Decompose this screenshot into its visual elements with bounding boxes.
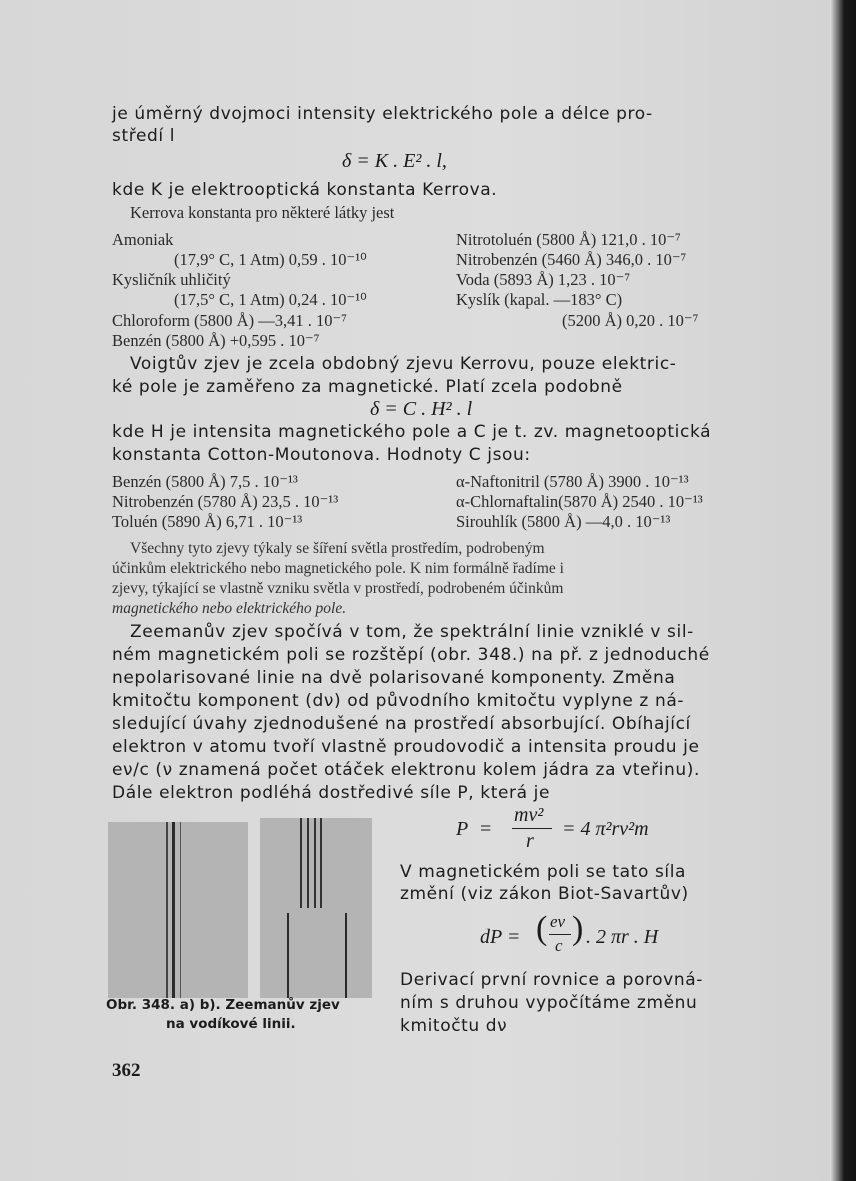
- equation-dp-lhs: dP =: [480, 926, 521, 948]
- text-line: Všechny tyto zjevy týkaly se šíření světla prostředím, podrobeným: [130, 540, 545, 557]
- text-line: Zeemanův zjev spočívá v tom, že spektrální linie vzniklé v sil-: [130, 622, 694, 642]
- equation-voigt: δ = C . H² . l: [370, 398, 473, 420]
- table-cell: (17,5° C, 1 Atm) 0,24 . 10⁻¹⁰: [174, 290, 367, 309]
- table-cell: (5200 Å) 0,20 . 10⁻⁷: [562, 311, 699, 330]
- text-line: Kerrova konstanta pro některé látky jest: [130, 203, 395, 222]
- text-line: středí l: [112, 126, 176, 146]
- page-edge-shadow: [830, 0, 856, 1181]
- text-line: zjevy, týkající se vlastně vzniku světla v prostředí, podrobeném účinkům: [112, 580, 564, 597]
- text-line: změní (viz zákon Biot-Savartův): [400, 884, 689, 904]
- paren-right: ): [572, 910, 584, 947]
- fraction-bar: [549, 934, 571, 935]
- table-cell: α-Naftonitril (5780 Å) 3900 . 10⁻¹³: [456, 472, 689, 491]
- table-cell: Voda (5893 Å) 1,23 . 10⁻⁷: [456, 270, 631, 289]
- text-line: magnetického nebo elektrického pole.: [112, 600, 347, 617]
- table-cell: Benzén (5800 Å) 7,5 . 10⁻¹³: [112, 472, 298, 491]
- fraction-bar: [512, 828, 552, 829]
- table-cell: Nitrobenzén (5780 Å) 23,5 . 10⁻¹³: [112, 492, 339, 511]
- text-line: kmitočtu komponent (dν) od původního kmitočtu vyplyne z ná-: [112, 691, 685, 711]
- table-cell: α-Chlornaftalin(5870 Å) 2540 . 10⁻¹³: [456, 492, 703, 511]
- equation-force-numerator: mv²: [514, 804, 544, 826]
- text-line: účinkům elektrického nebo magnetického pole. K nim formálně řadíme i: [112, 560, 564, 577]
- figure-caption: Obr. 348. a) b). Zeemanův zjev: [106, 997, 340, 1013]
- text-line: eν/c (ν znamená počet otáček elektronu kolem jádra za vteřinu).: [112, 760, 700, 780]
- text-line: je úměrný dvojmoci intensity elektrického pole a délce pro-: [112, 104, 653, 124]
- equation-force-denominator: r: [526, 830, 534, 852]
- text-line: konstanta Cotton-Moutonova. Hodnoty C jsou:: [112, 445, 531, 465]
- text-line: kde H je intensita magnetického pole a C je t. zv. magnetooptická: [112, 422, 712, 442]
- equation-kerr: δ = K . E² . l,: [342, 150, 447, 172]
- equation-force-lhs: P: [456, 818, 469, 840]
- table-cell: Kyslík (kapal. —183° C): [456, 290, 623, 309]
- text-line: Dále elektron podléhá dostředivé síle P, která je: [112, 783, 551, 803]
- table-cell: (17,9° C, 1 Atm) 0,59 . 10⁻¹⁰: [174, 250, 367, 269]
- spectrum-figure-b: [260, 818, 372, 998]
- text-line: Voigtův zjev je zcela obdobný zjevu Kerrovu, pouze elektric-: [130, 354, 677, 374]
- equation-dp-rhs: . 2 πr . H: [586, 926, 659, 948]
- table-cell: Nitrobenzén (5460 Å) 346,0 . 10⁻⁷: [456, 250, 687, 269]
- table-cell: Nitrotoluén (5800 Å) 121,0 . 10⁻⁷: [456, 230, 681, 249]
- figure-caption: na vodíkové linii.: [166, 1016, 296, 1032]
- equation-force-rhs: = 4 π²rν²m: [562, 818, 649, 840]
- table-cell: Toluén (5890 Å) 6,71 . 10⁻¹³: [112, 512, 303, 531]
- table-cell: Sirouhlík (5800 Å) —4,0 . 10⁻¹³: [456, 512, 671, 531]
- paren-left: (: [536, 910, 548, 947]
- text-line: sledující úvahy zjednodušené na prostředí absorbující. Obíhající: [112, 714, 691, 734]
- text-line: ké pole je zaměřeno za magnetické. Platí zcela podobně: [112, 377, 623, 397]
- table-cell: Kysličník uhličitý: [112, 270, 231, 289]
- equation-dp-denominator: c: [555, 936, 563, 955]
- table-cell: Chloroform (5800 Å) —3,41 . 10⁻⁷: [112, 311, 347, 330]
- text-line: elektron v atomu tvoří vlastně proudovodič a intensita proudu je: [112, 737, 700, 757]
- text-line: ném magnetickém poli se rozštěpí (obr. 348.) na př. z jednoduché: [112, 645, 710, 665]
- equals-sign: =: [480, 818, 492, 840]
- spectrum-figure-a: [108, 822, 248, 998]
- text-line: nepolarisované linie na dvě polarisované komponenty. Změna: [112, 668, 676, 688]
- text-line: kmitočtu dν: [400, 1016, 508, 1036]
- text-line: ním s druhou vypočítáme změnu: [400, 993, 698, 1013]
- table-cell: Amoniak: [112, 230, 174, 249]
- page-number: 362: [112, 1060, 141, 1081]
- text-line: Derivací první rovnice a porovná-: [400, 970, 703, 990]
- equation-dp-numerator: eν: [550, 912, 566, 931]
- table-cell: Benzén (5800 Å) +0,595 . 10⁻⁷: [112, 331, 320, 350]
- text-line: kde K je elektrooptická konstanta Kerrova.: [112, 180, 498, 200]
- text-line: V magnetickém poli se tato síla: [400, 862, 687, 882]
